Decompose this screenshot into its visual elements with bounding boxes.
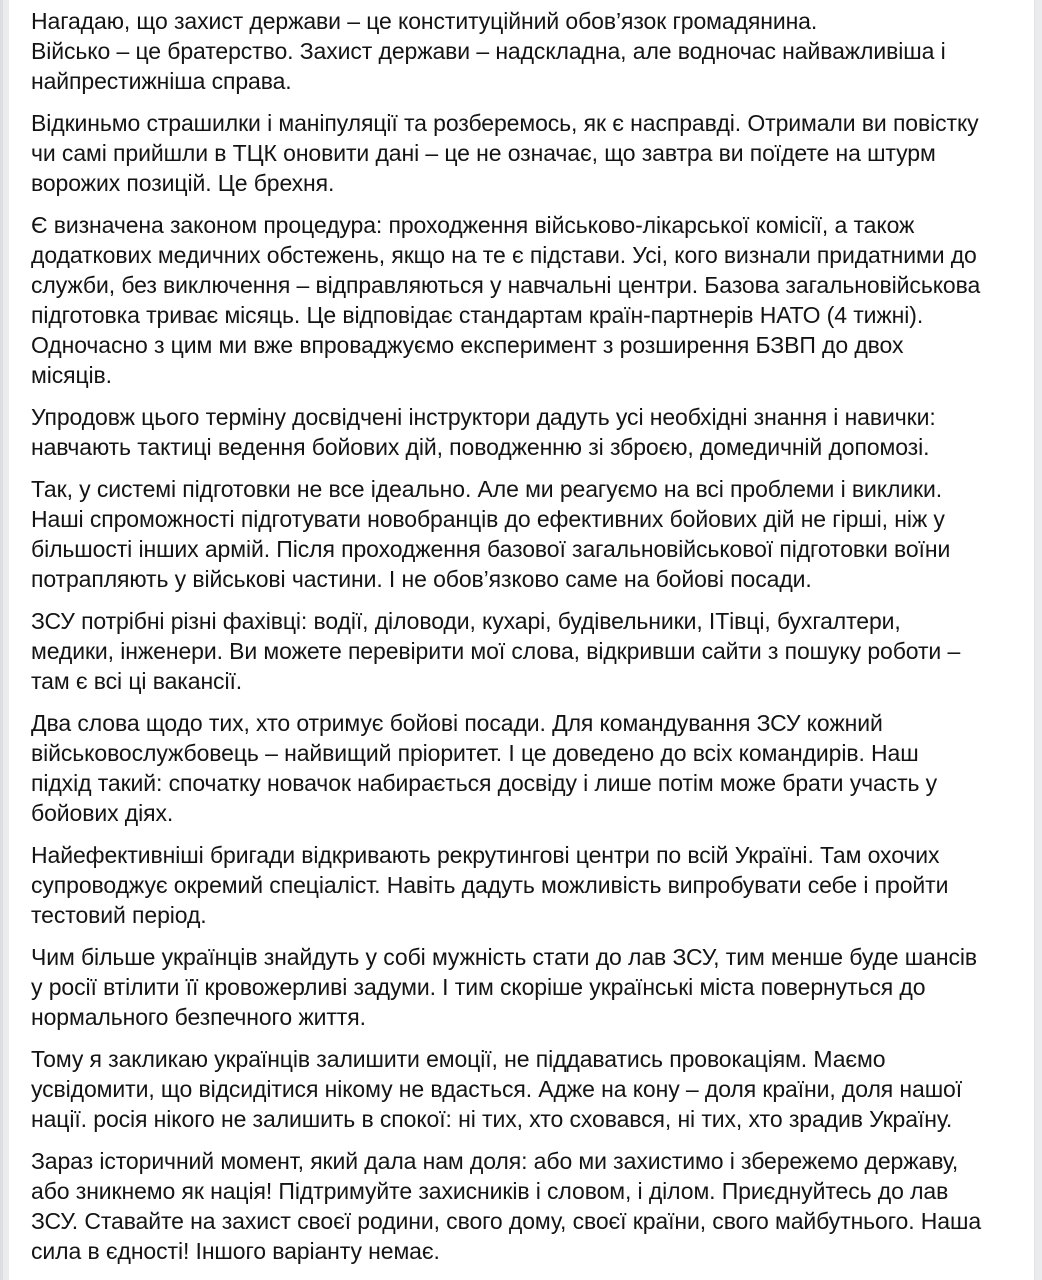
right-edge-band <box>1034 0 1042 1280</box>
paragraph <box>31 708 1032 828</box>
paragraph <box>31 1044 1032 1134</box>
text-line: ЗСУ потрібні різні фахівці: водії, діловоди, кухарі, будівельники, ІТівці, бухгалтери, <box>31 608 901 634</box>
text-line: місяців. <box>31 362 112 388</box>
paragraph <box>31 606 1032 696</box>
text-line: ЗСУ. Ставайте на захист своєї родини, свого дому, своєї країни, свого майбутнього. Наша <box>31 1208 982 1234</box>
text-line: медики, інженери. Ви можете перевірити мої слова, відкривши сайти з пошуку роботи – <box>31 638 961 664</box>
text-line: нації. росія нікого не залишить в спокої: ні тих, хто сховався, ні тих, хто зрадив Україну. <box>31 1106 953 1132</box>
paragraph <box>31 402 1032 462</box>
text-line: Нагадаю, що захист держави – це конституційний обов’язок громадянина. <box>31 8 818 34</box>
text-line: Одночасно з цим ми вже впроваджуємо експеримент з розширення БЗВП до двох <box>31 332 904 358</box>
text-line: Так, у системі підготовки не все ідеально. Але ми реагуємо на всі проблеми і виклики. <box>31 476 943 502</box>
text-line: служби, без виключення – відправляються у навчальні центри. Базова загальновійськова <box>31 272 981 298</box>
text-line: нормального безпечного життя. <box>31 1004 366 1030</box>
text-line: усвідомити, що відсидітися нікому не вдасться. Адже на кону – доля країни, доля нашої <box>31 1076 963 1102</box>
text-line: підхід такий: спочатку новачок набирається досвіду і лише потім може брати участь у <box>31 770 938 796</box>
text-line: навчають тактиці ведення бойових дій, поводженню зі зброєю, домедичній допомозі. <box>31 434 930 460</box>
paragraph <box>31 6 1032 96</box>
paragraph <box>31 840 1032 930</box>
text-line: бойових діях. <box>31 800 174 826</box>
text-line: там є всі ці вакансії. <box>31 668 243 694</box>
text-line: ворожих позицій. Це брехня. <box>31 170 335 196</box>
text-line: Два слова щодо тих, хто отримує бойові посади. Для командування ЗСУ кожний <box>31 710 883 736</box>
text-line: Упродовж цього терміну досвідчені інструктори дадуть усі необхідні знання і навички: <box>31 404 936 430</box>
paragraph <box>31 108 1032 198</box>
paragraph <box>31 942 1032 1032</box>
text-line: Є визначена законом процедура: проходження військово-лікарської комісії, а також <box>31 212 915 238</box>
text-line: Тому я закликаю українців залишити емоції, не піддаватись провокаціям. Маємо <box>31 1046 886 1072</box>
text-line: або зникнемо як нація! Підтримуйте захисників і словом, і ділом. Приєднуйтесь до лав <box>31 1178 949 1204</box>
text-line: Військо – це братерство. Захист держави – надскладна, але водночас найважливіша і <box>31 38 946 64</box>
text-line: більшості інших армій. Після проходження базової загальновійськової підготовки воїни <box>31 536 951 562</box>
paragraph <box>31 210 1032 390</box>
text-line: Відкиньмо страшилки і маніпуляції та розберемось, як є насправді. Отримали ви повістку <box>31 110 979 136</box>
left-edge-band <box>0 0 9 1280</box>
text-line: тестовий період. <box>31 902 207 928</box>
post-body <box>31 0 1032 1278</box>
text-line: Наші спроможності підготувати новобранців до ефективних бойових дій не гірші, ніж у <box>31 506 945 532</box>
text-line: чи самі прийшли в ТЦК оновити дані – це не означає, що завтра ви поїдете на штурм <box>31 140 936 166</box>
paragraph <box>31 474 1032 594</box>
text-line: потрапляють у військові частини. І не обов’язково саме на бойові посади. <box>31 566 812 592</box>
text-line: Чим більше українців знайдуть у собі мужність стати до лав ЗСУ, тим менше буде шансів <box>31 944 977 970</box>
text-line: Зараз історичний момент, який дала нам доля: або ми захистимо і збережемо державу, <box>31 1148 959 1174</box>
text-line: у росії втілити її кровожерливі задуми. І тим скоріше українські міста повернуться до <box>31 974 926 1000</box>
text-line: додаткових медичних обстежень, якщо на те є підстави. Усі, кого визнали придатними до <box>31 242 977 268</box>
text-line: військовослужбовець – найвищий пріоритет. І це доведено до всіх командирів. Наш <box>31 740 919 766</box>
paragraph <box>31 1146 1032 1266</box>
text-line: супроводжує окремий спеціаліст. Навіть дадуть можливість випробувати себе і пройти <box>31 872 949 898</box>
text-line: найпрестижніша справа. <box>31 68 292 94</box>
text-line: сила в єдності! Іншого варіанту немає. <box>31 1238 440 1264</box>
text-line: Найефективніші бригади відкривають рекрутингові центри по всій Україні. Там охочих <box>31 842 940 868</box>
text-line: підготовка триває місяць. Це відповідає стандартам країн-партнерів НАТО (4 тижні). <box>31 302 924 328</box>
